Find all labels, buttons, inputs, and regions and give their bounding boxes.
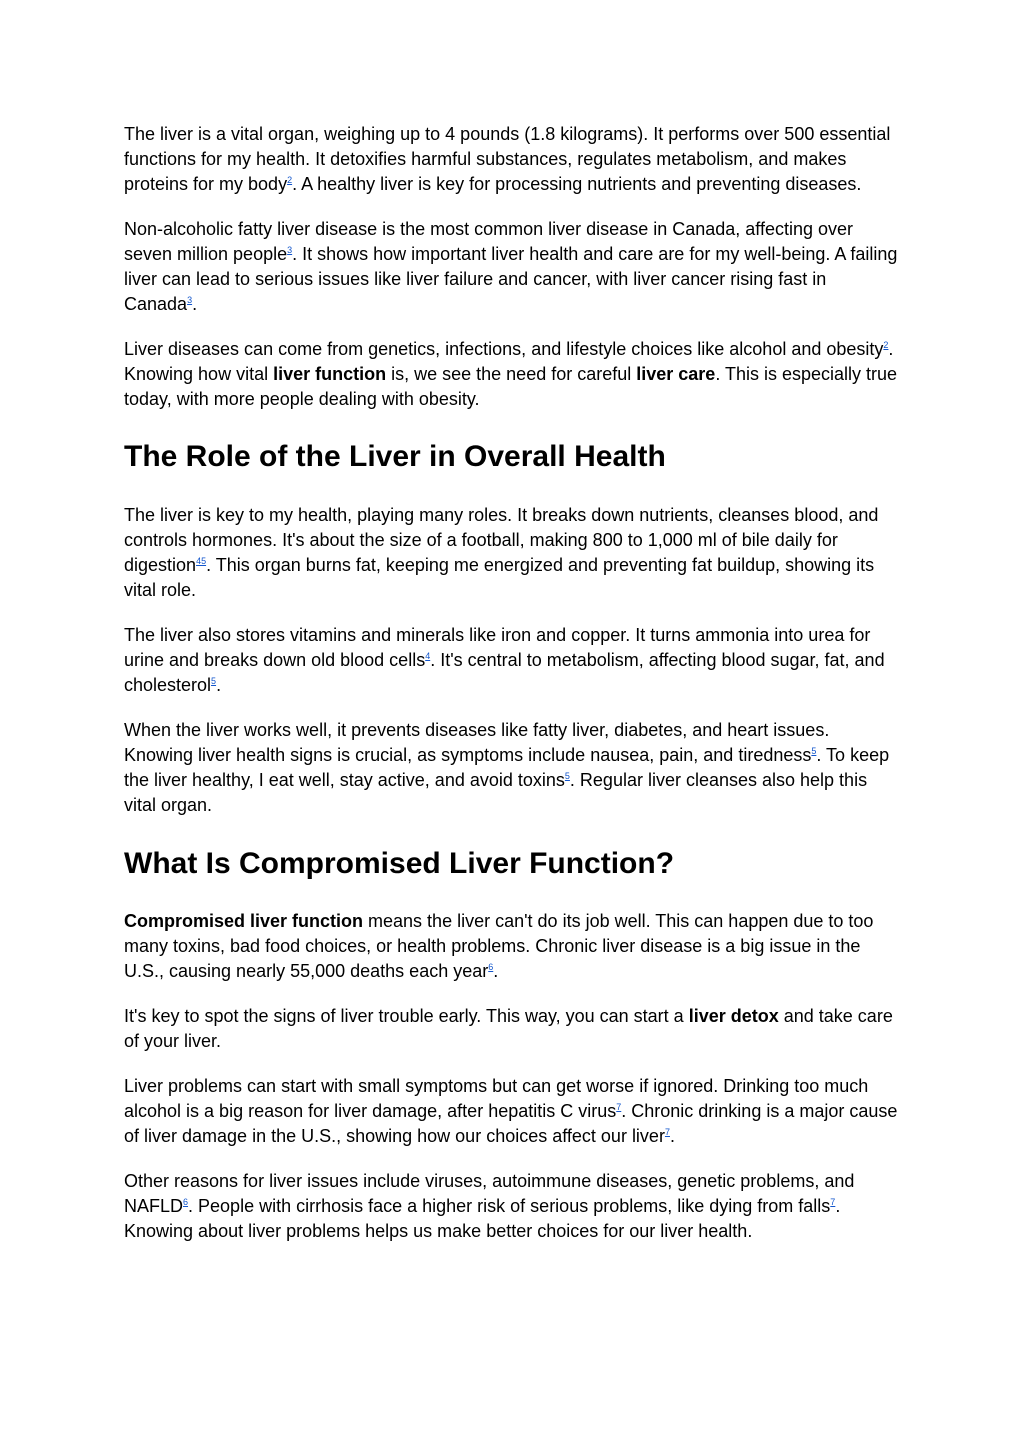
footnote-link[interactable]: 2 — [287, 175, 293, 185]
footnote-link[interactable]: 7 — [664, 1127, 670, 1137]
bold-term: Compromised liver function — [124, 911, 364, 931]
footnote-link[interactable]: 45 — [196, 556, 207, 566]
bold-term: liver detox — [688, 1006, 779, 1026]
paragraph: The liver is a vital organ, weighing up to 4 pounds (1.8 kilograms). It performs over 500 essential functions for my health. It detoxifies harmful substances, regulates metabolism, and makes proteins for my body$^2$. A healthy liver is key for processing nutrients and preventing diseases. — [124, 124, 891, 194]
role-section — [124, 439, 900, 818]
section-heading: What Is Compromised Liver Function? — [124, 847, 675, 880]
footnote-link[interactable]: 5 — [811, 746, 817, 756]
footnote-link[interactable]: 3 — [187, 295, 193, 305]
footnote-link[interactable]: 5 — [564, 771, 570, 781]
footnote-link[interactable]: 6 — [488, 962, 494, 972]
footnote-link[interactable]: 4 — [425, 651, 431, 661]
paragraph: Liver diseases can come from genetics, infections, and lifestyle choices like alcohol and obesity$^2$. Knowing how vital liver function is, we see the need for careful liver care. This is especially true today, with more people dealing with obesity. — [124, 339, 898, 409]
section-heading: The Role of the Liver in Overall Health — [124, 440, 666, 473]
footnote-link[interactable]: 2 — [883, 340, 889, 350]
footnote-link[interactable]: 6 — [183, 1197, 189, 1207]
document-page — [124, 122, 900, 1264]
footnote-link[interactable]: 3 — [287, 245, 293, 255]
paragraph: Other reasons for liver issues include viruses, autoimmune diseases, genetic problems, and NAFLD$^6$. People with cirrhosis face a higher risk of serious problems, like dying from falls$^7$. Knowing about liver problems helps us make better choices for our liver health. — [124, 1171, 855, 1241]
paragraph: Liver problems can start with small symptoms but can get worse if ignored. Drinking too much alcohol is a big reason for liver damage, after hepatitis C virus$^7$. Chronic drinking is a major cause of liver damage in the U.S., showing how our choices affect our liver$^7$. — [124, 1076, 898, 1146]
footnote-link[interactable]: 7 — [830, 1197, 836, 1207]
paragraph: Compromised liver function means the liver can't do its job well. This can happen due to too many toxins, bad food choices, or health problems. Chronic liver disease is a big issue in the U.S., causing nearly 55,000 deaths each year$^6$. — [124, 911, 874, 981]
footnote-ref — [196, 556, 206, 566]
paragraph: When the liver works well, it prevents diseases like fatty liver, diabetes, and heart issues. Knowing liver health signs is crucial, as symptoms include nausea, pain, and tiredness$^5$. To keep the liver healthy, I eat well, stay active, and avoid toxins$^5$. Regular liver cleanses also help this vital organ. — [124, 720, 890, 815]
bold-term: liver care — [636, 364, 716, 384]
paragraph: The liver is key to my health, playing many roles. It breaks down nutrients, cleanses blood, and controls hormones. It's about the size of a football, making 800 to 1,000 ml of bile daily for digestion$^{45}$. This organ burns fat, keeping me energized and preventing fat buildup, showing its vital role. — [124, 505, 879, 600]
bold-term: liver function — [273, 364, 387, 384]
compromised-section — [124, 846, 900, 1244]
paragraph: It's key to spot the signs of liver trouble early. This way, you can start a liver detox and take care of your liver. — [124, 1006, 893, 1051]
footnote-link[interactable]: 7 — [616, 1102, 622, 1112]
paragraph: The liver also stores vitamins and minerals like iron and copper. It turns ammonia into urea for urine and breaks down old blood cells$^4$. It's central to metabolism, affecting blood sugar, fat, and cholesterol$^5$. — [124, 625, 885, 695]
paragraph: Non-alcoholic fatty liver disease is the most common liver disease in Canada, affecting over seven million people$^3$. It shows how important liver health and care are for my well-being. A failing liver can lead to serious issues like liver failure and cancer, with liver cancer rising fast in Canada$^3$. — [124, 219, 898, 314]
footnote-link[interactable]: 5 — [211, 676, 217, 686]
intro-section — [124, 122, 900, 412]
